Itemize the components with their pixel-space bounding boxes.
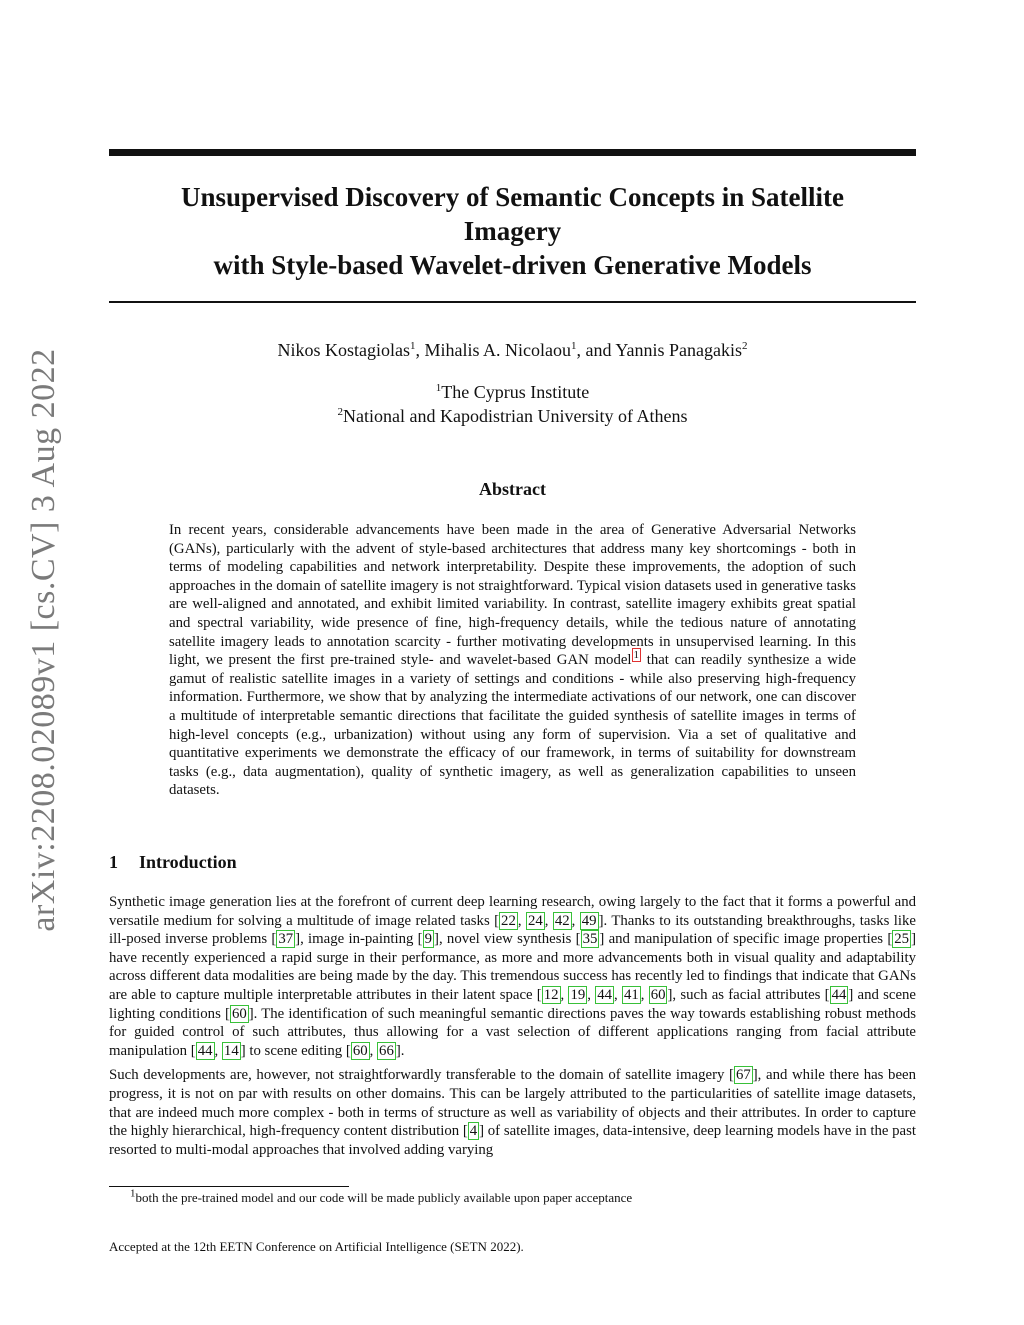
paragraph-text: ] to scene editing [ <box>240 1042 351 1059</box>
citation-link[interactable]: 49 <box>581 912 597 929</box>
abstract-text: that can readily synthesize a wide gamut of realistic satellite images in a variety of settings and conditions - while also preserving high-frequency information. Furthermore, we show that by analyzing the intermediate activations of our network, one can discover a multitude of interpretable semantic directions that facilitate the guided synthesis of satellite images in terms of high-level concepts (e.g., urbanization) without using any form of supervision. Via a set of qualitative and quantitative experiments we demonstrate the efficacy of our framework, in terms of suitability for downstream tasks (e.g., data augmentation), quality of synthetic imagery, as well as generalization capabilities to unseen datasets. <box>169 652 856 799</box>
paragraph-text: , <box>369 1042 378 1059</box>
abstract-heading: Abstract <box>479 479 546 499</box>
author-separator: , and <box>576 340 616 360</box>
citation-link[interactable]: 22 <box>501 912 516 929</box>
paragraph-text: , <box>571 912 580 929</box>
venue-footer: Accepted at the 12th EETN Conference on Artificial Intelligence (SETN 2022). <box>109 1239 524 1254</box>
paper-title <box>109 180 916 282</box>
author-affiliation-mark: 1 <box>409 340 416 352</box>
citation-link[interactable]: 67 <box>735 1067 751 1084</box>
affiliation <box>109 404 916 428</box>
affiliation <box>109 380 916 404</box>
section-title: Introduction <box>139 852 237 872</box>
citation-link[interactable]: 60 <box>231 1005 247 1022</box>
citation-link[interactable]: 42 <box>554 912 570 929</box>
title-line-3: with Style-based Wavelet-driven Generative Models <box>213 250 812 280</box>
author-name: Nikos Kostagiolas <box>277 340 410 360</box>
paragraph-text: , <box>640 986 649 1003</box>
paragraph-text: ]. The identification of such meaningful semantic directions paves the way towards establishing robust methods for guided control of such attributes, thus allowing for a vast selection of different applications ranging from facial attribute manipulation [ <box>109 1005 917 1059</box>
paragraph-text: ], such as facial attributes [ <box>667 986 830 1003</box>
author-list <box>109 340 916 361</box>
paragraph-text: Synthetic image generation lies at the forefront of current deep learning research, owing largely to the fact that it forms a powerful and versatile medium for solving a multitude of image related tasks [ <box>109 894 916 929</box>
citation-link[interactable]: 9 <box>424 931 433 948</box>
citation-link[interactable]: 37 <box>278 931 294 948</box>
citation-link[interactable]: 44 <box>831 986 847 1003</box>
author-name: Yannis Panagakis <box>615 340 742 360</box>
citation-link[interactable]: 4 <box>469 1123 478 1140</box>
citation-link[interactable]: 60 <box>352 1042 368 1059</box>
paragraph-text: ] of satellite images, data-intensive, deep learning models have in the past resorted to multi-modal approaches that involved adding varying <box>109 1123 916 1158</box>
footnote-rule <box>109 1186 349 1187</box>
author-separator: , <box>415 340 425 360</box>
citation-link[interactable]: 24 <box>527 912 543 929</box>
affiliation-number: 2 <box>337 406 344 418</box>
title-top-rule <box>109 149 916 156</box>
affiliations <box>109 380 916 428</box>
paragraph-text: ]. <box>395 1042 405 1059</box>
paragraph-text: , <box>214 1042 222 1059</box>
paragraph-text: ], and while there has been progress, it is not on par with results on other domains. This can be largely attributed to the particularities of satellite image datasets, that are indeed much more complex - both in terms of structure as well as variability of objects and their attributes. In order to capture the highly hierarchical, high-frequency content distribution [ <box>109 1067 916 1140</box>
title-line-1: Unsupervised Discovery of Semantic Concepts in Satellite <box>181 182 844 212</box>
arxiv-identifier: arXiv:2208.02089v1 [cs.CV] 3 Aug 2022 <box>25 348 62 932</box>
footnote <box>130 1187 910 1206</box>
title-bottom-rule <box>109 301 916 303</box>
intro-paragraph-2 <box>109 1066 916 1159</box>
citation-link[interactable]: 25 <box>894 931 910 948</box>
paragraph-text: Such developments are, however, not straightforwardly transferable to the domain of satellite imagery [ <box>109 1067 734 1084</box>
section-heading <box>109 852 509 873</box>
citation-link[interactable]: 60 <box>650 986 666 1003</box>
affiliation-name: National and Kapodistrian University of Athens <box>343 406 688 426</box>
paragraph-text: , <box>587 986 596 1003</box>
author-affiliation-mark: 1 <box>570 340 577 352</box>
paragraph-text: , <box>614 986 622 1003</box>
citation-link[interactable]: 44 <box>197 1042 213 1059</box>
paragraph-text: ] and manipulation of specific image properties [ <box>599 931 893 948</box>
paragraph-text: ]. Thanks to its outstanding breakthroughs, tasks like ill-posed inverse problems [ <box>109 912 916 948</box>
citation-link[interactable]: 12 <box>543 986 559 1003</box>
abstract-body <box>169 521 856 800</box>
author-name: Mihalis A. Nicolaou <box>424 340 571 360</box>
paragraph-text: ], novel view synthesis [ <box>434 931 581 948</box>
abstract-text: In recent years, considerable advancements have been made in the area of Generative Adversarial Networks (GANs), particularly with the advent of style-based architectures that address many key shortcomings - both in terms of modeling capabilities and network interpretability. Despite these improvements, the adoption of such approaches in the domain of satellite imagery is not straightforward. Typical vision datasets used in generative tasks are well-aligned and annotated, and exhibit limited variability. In contrast, satellite imagery exhibits great spatial and spectral variability, wide presence of fine, high-frequency details, while the tedious nature of annotating satellite imagery leads to annotation scarcity - further motivating developments in unsupervised learning. In this light, we present the first pre-trained style- and wavelet-based GAN model <box>169 522 856 669</box>
introduction-body <box>109 893 916 1165</box>
citation-link[interactable]: 19 <box>570 986 586 1003</box>
paragraph-text: , <box>517 912 526 929</box>
citation-link[interactable]: 14 <box>223 1042 239 1059</box>
paragraph-text: , <box>544 912 553 929</box>
affiliation-number: 1 <box>435 382 442 394</box>
citation-link[interactable]: 41 <box>623 986 639 1003</box>
paragraph-text: ], image in-painting [ <box>295 931 423 948</box>
footnote-link[interactable]: 1 <box>633 649 640 662</box>
section-number: 1 <box>109 852 118 872</box>
citation-link[interactable]: 66 <box>379 1042 394 1059</box>
title-line-2: Imagery <box>463 216 562 246</box>
affiliation-name: The Cyprus Institute <box>441 382 590 402</box>
paragraph-text: , <box>560 986 569 1003</box>
footnote-text: both the pre-trained model and our code will be made publicly available upon paper acceptance <box>135 1190 633 1205</box>
paragraph-text: ] have recently experienced a rapid surge in their performance, as more and more advancements both in visual quality and adaptability across different data modalities are being made by the day. This tremendous success has recently led to findings that indicate that GANs are able to capture multiple interpretable attributes in their latent space [ <box>109 931 916 1003</box>
paragraph-text: ] and scene lighting conditions [ <box>109 986 916 1022</box>
intro-paragraph-1 <box>109 893 916 1060</box>
author-affiliation-mark: 2 <box>742 340 748 352</box>
citation-link[interactable]: 44 <box>597 986 613 1003</box>
citation-link[interactable]: 35 <box>582 931 598 948</box>
footnote-number: 1 <box>130 1187 136 1200</box>
